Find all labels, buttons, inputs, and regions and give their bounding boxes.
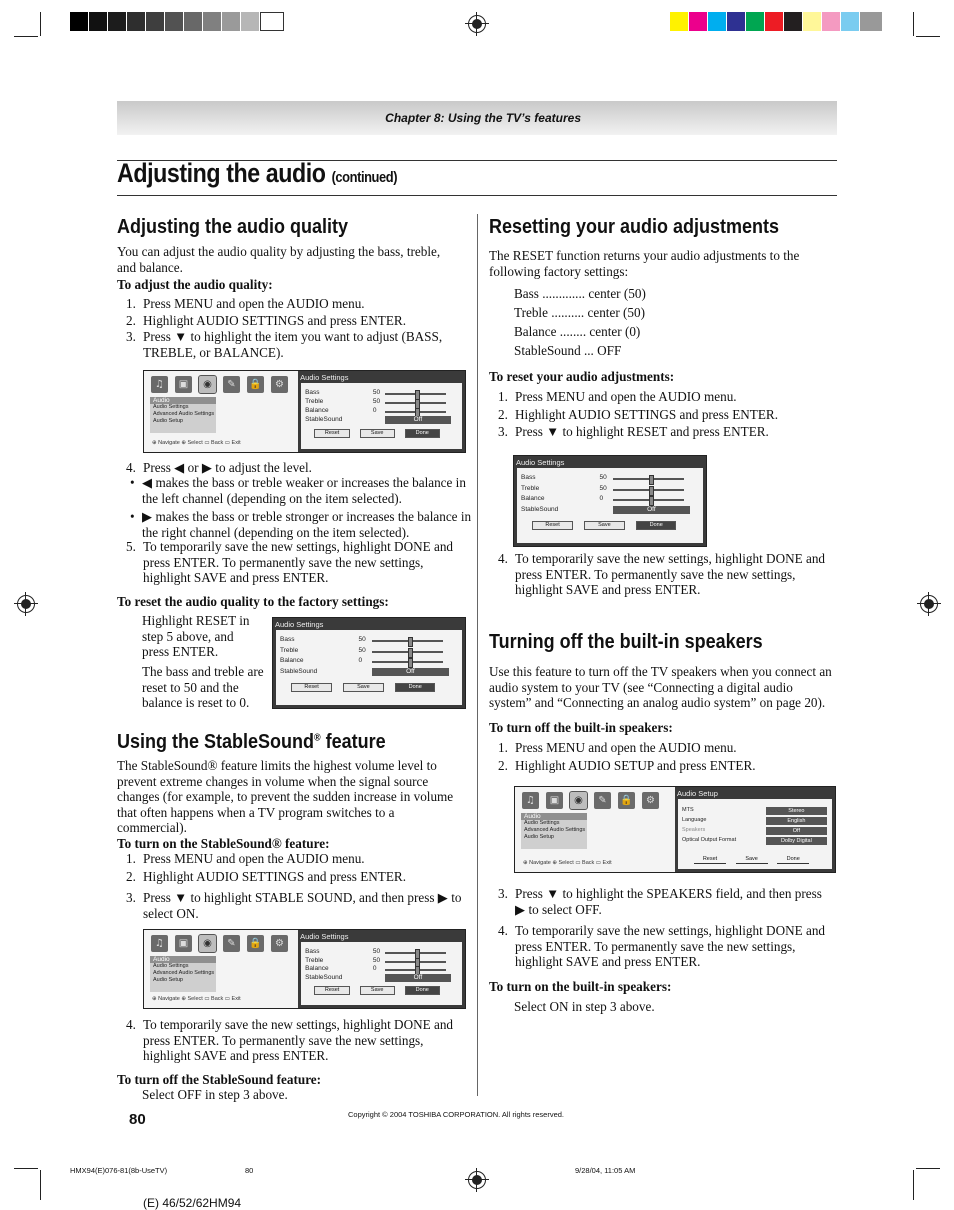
file-name: HMX94(E)076-81(8b-UseTV) — [70, 1166, 168, 1175]
paragraph: Highlight RESET in step 5 above, and press ENTER. — [142, 613, 250, 659]
step: 1. Press MENU and open the AUDIO menu. — [498, 389, 737, 404]
paragraph: Use this feature to turn off the TV speakers when you connect an audio system to your TV (see “Connecting a digital audio system” and “Connecting an analog audio system” on page 20). — [489, 664, 832, 710]
setting-label: Balance — [305, 407, 329, 415]
audio-menu-area — [144, 930, 298, 1008]
menu-tab-icon: ◉ — [199, 376, 216, 393]
setting-value: 50 — [358, 636, 366, 643]
menu-tab-icon: ♫ — [151, 376, 168, 393]
page-number: 80 — [129, 1111, 146, 1128]
slider-knob — [649, 475, 654, 485]
audio-submenu-item: Audio Settings — [524, 820, 560, 826]
setting-slider — [372, 651, 443, 653]
section-heading-speakers: Turning off the built-in speakers — [489, 631, 763, 653]
registration-mark-icon — [468, 15, 486, 33]
step: 5. To temporarily save the new settings, highlight DONE and press ENTER. To permanently save the new settings, highlight SAVE and press ENTER. — [126, 539, 454, 585]
menu-tab-icon: ♫ — [522, 792, 539, 809]
stablesound-label: StableSound — [521, 506, 559, 514]
setting-value: 0 — [599, 495, 604, 503]
slider-knob — [408, 658, 413, 668]
audio-settings-title: Audio Settings — [300, 932, 349, 941]
audio-settings-body — [276, 630, 462, 705]
column-divider — [477, 214, 478, 1096]
setting-slider — [385, 411, 447, 413]
section-heading-audio-quality: Adjusting the audio quality — [117, 216, 349, 238]
menu-tab-icon: ▣ — [546, 792, 563, 809]
subheading: To reset the audio quality to the factory settings: — [117, 594, 389, 609]
audio-submenu-title: Audio — [521, 813, 587, 820]
subheading: To turn on the StableSound® feature: — [117, 836, 330, 851]
step: 3. Press ▼ to highlight STABLE SOUND, and then press ▶ to select ON. — [126, 890, 462, 921]
menu-tab-icon: 🔒 — [618, 792, 635, 809]
menu-tab-icon: ✎ — [223, 935, 240, 952]
audio-settings-body — [517, 468, 703, 543]
step: 4. To temporarily save the new settings, highlight DONE and press ENTER. To permanently save the new settings, highlight SAVE and press ENTER. — [126, 1017, 454, 1063]
step-list — [117, 1017, 462, 1065]
setting-label: Bass — [305, 948, 320, 955]
stablesound-label: StableSound — [305, 416, 343, 424]
paragraph: Select ON in step 3 above. — [514, 999, 655, 1014]
done-button: Done — [405, 429, 440, 438]
step: 2. Highlight AUDIO SETUP and press ENTER. — [498, 757, 756, 773]
done-button: Done — [395, 683, 435, 692]
menu-tab-icon: ◉ — [570, 792, 587, 809]
setting-slider — [385, 969, 447, 971]
factory-setting: Bass ............. center (50) — [514, 286, 646, 301]
audio-settings-title: Audio Settings — [275, 620, 324, 629]
chapter-band — [117, 101, 837, 135]
step: 4. Press ◀ or ▶ to adjust the level. — [126, 460, 312, 475]
save-button: Save — [736, 856, 768, 864]
setting-value: 50 — [372, 948, 381, 955]
setting-value: 0 — [358, 657, 363, 665]
slider-knob — [408, 637, 413, 647]
setting-value: 50 — [372, 389, 381, 396]
setting-value: 0 — [372, 965, 377, 973]
audio-settings-title: Audio Settings — [300, 373, 349, 382]
registration-mark-icon — [920, 595, 938, 613]
setting-value: 50 — [372, 956, 381, 964]
setting-slider — [372, 640, 443, 642]
audio-setup-panel — [675, 787, 835, 872]
audio-submenu-item: Advanced Audio Settings — [153, 411, 215, 417]
osd-audio-setup-screenshot — [514, 786, 836, 873]
setting-slider — [372, 661, 443, 663]
audio-setup-title: Audio Setup — [677, 789, 718, 798]
save-button: Save — [584, 521, 624, 530]
setting-slider — [385, 961, 447, 963]
audio-submenu — [150, 397, 216, 433]
audio-submenu-item: Audio Setup — [524, 834, 554, 840]
paragraph: The RESET function returns your audio adjustments to the following factory settings: — [489, 248, 800, 279]
setting-label: Treble — [305, 956, 324, 964]
osd-screenshot — [143, 370, 466, 453]
step: 2. Highlight AUDIO SETTINGS and press ENTER. — [126, 868, 406, 884]
audio-submenu-item: Advanced Audio Settings — [153, 970, 215, 976]
audio-submenu-item: Audio Settings — [153, 404, 189, 410]
audio-settings-panel — [273, 618, 465, 708]
stablesound-value: Off — [372, 668, 449, 676]
audio-submenu — [150, 956, 216, 992]
audio-settings-title: Audio Settings — [516, 458, 565, 467]
bullet: • ▶ makes the bass or treble stronger or increases the balance in the right channel (depending on the item selected). — [130, 509, 472, 540]
page-ref: 80 — [245, 1166, 254, 1175]
reset-button: Reset — [314, 986, 349, 995]
setting-slider — [385, 393, 447, 395]
factory-settings-list — [514, 284, 646, 360]
done-button: Done — [405, 986, 440, 995]
setup-value: Stereo — [766, 807, 827, 815]
registration-mark-icon — [17, 595, 35, 613]
save-button: Save — [343, 683, 383, 692]
menu-tab-icon: ⚙ — [642, 792, 659, 809]
paragraph: Select OFF in step 3 above. — [142, 1087, 288, 1102]
setting-slider — [385, 952, 447, 954]
setup-label: Language — [682, 817, 707, 823]
setting-value: 50 — [372, 398, 381, 406]
reset-button: Reset — [532, 521, 572, 530]
step: 2. Highlight AUDIO SETTINGS and press ENTER. — [498, 406, 778, 422]
page-title: Adjusting the audio (continued) — [117, 158, 398, 188]
slider-knob — [649, 486, 654, 496]
menu-tab-icon: ♫ — [151, 935, 168, 952]
step: 2. Highlight AUDIO SETTINGS and press ENTER. — [126, 312, 406, 328]
copyright: Copyright © 2004 TOSHIBA CORPORATION. All rights reserved. — [348, 1110, 565, 1119]
rule — [117, 195, 837, 196]
subheading: To turn off the StableSound feature: — [117, 1072, 322, 1087]
audio-settings-panel — [514, 456, 706, 546]
step-list — [117, 296, 457, 361]
audio-submenu-title: Audio — [150, 956, 216, 963]
print-date: 9/28/04, 11:05 AM — [575, 1166, 636, 1175]
audio-settings-panel — [298, 371, 465, 452]
section-heading-stablesound: Using the StableSound® feature — [117, 731, 386, 753]
setup-value: English — [766, 817, 827, 825]
menu-tab-icon: 🔒 — [247, 935, 264, 952]
nav-legend: ⊕ Navigate ⊕ Select ▭ Back ▭ Exit — [152, 996, 241, 1002]
menu-tab-icon: ▣ — [175, 935, 192, 952]
menu-tab-icon: ⚙ — [271, 935, 288, 952]
audio-submenu-item: Audio Setup — [153, 977, 183, 983]
osd-audio-settings — [513, 455, 707, 547]
stablesound-value: Off — [613, 506, 690, 514]
menu-tab-icon: 🔒 — [247, 376, 264, 393]
paragraph: You can adjust the audio quality by adjusting the bass, treble, and balance. — [117, 244, 441, 275]
step-list — [489, 740, 834, 774]
setting-value: 50 — [358, 646, 366, 654]
stablesound-label: StableSound — [280, 668, 318, 676]
step: 1. Press MENU and open the AUDIO menu. — [126, 851, 365, 866]
audio-settings-panel — [298, 930, 465, 1008]
audio-submenu — [521, 813, 587, 849]
subheading: To turn off the built-in speakers: — [489, 720, 673, 735]
step: 3. Press ▼ to highlight the item you want to adjust (BASS, TREBLE, or BALANCE). — [126, 329, 443, 360]
menu-tab-icon: ⚙ — [271, 376, 288, 393]
done-button: Done — [636, 521, 676, 530]
factory-setting: Balance ........ center (0) — [514, 324, 641, 339]
factory-setting: Treble .......... center (50) — [514, 305, 645, 320]
setup-value: Off — [766, 827, 827, 835]
step-list — [117, 851, 462, 922]
menu-tab-icon: ▣ — [175, 376, 192, 393]
step: 4. To temporarily save the new settings, highlight DONE and press ENTER. To permanently save the new settings, highlight SAVE and press ENTER. — [498, 923, 826, 969]
done-button: Done — [777, 856, 809, 864]
paragraph: The bass and treble are reset to 50 and the balance is reset to 0. — [142, 664, 264, 710]
audio-submenu-title: Audio — [150, 397, 216, 404]
setting-slider — [613, 499, 684, 501]
reset-button: Reset — [694, 856, 726, 864]
step: 3. Press ▼ to highlight RESET and press ENTER. — [498, 424, 769, 439]
stablesound-value: Off — [385, 974, 452, 982]
setup-label: MTS — [682, 807, 694, 813]
setup-label: Optical Output Format — [682, 837, 737, 843]
save-button: Save — [360, 429, 395, 438]
nav-legend: ⊕ Navigate ⊕ Select ▭ Back ▭ Exit — [523, 860, 612, 866]
reset-button: Reset — [314, 429, 349, 438]
osd-audio-settings — [272, 617, 466, 709]
step: 4. To temporarily save the new settings, highlight DONE and press ENTER. To permanently save the new settings, highlight SAVE and press ENTER. — [498, 551, 826, 597]
audio-submenu-item: Advanced Audio Settings — [524, 827, 586, 833]
audio-submenu-item: Audio Settings — [153, 963, 189, 969]
bullet: • ◀ makes the bass or treble weaker or increases the balance in the left channel (depending on the item selected). — [130, 475, 466, 506]
setting-label: Balance — [280, 657, 304, 665]
osd-screenshot — [143, 929, 466, 1009]
setting-slider — [613, 489, 684, 491]
audio-menu-area — [515, 787, 675, 872]
step-list — [489, 389, 834, 441]
subheading: To turn on the built-in speakers: — [489, 979, 672, 994]
registration-mark-icon — [468, 1171, 486, 1189]
chapter-title: Chapter 8: Using the TV’s features — [385, 111, 581, 125]
section-heading-reset: Resetting your audio adjustments — [489, 216, 780, 238]
subheading: To reset your audio adjustments: — [489, 369, 675, 384]
model-number: (E) 46/52/62HM94 — [143, 1196, 242, 1210]
slider-knob — [408, 648, 413, 658]
step-list — [117, 539, 462, 587]
setting-label: Bass — [305, 389, 320, 396]
setting-label: Bass — [521, 474, 536, 481]
step: 3. Press ▼ to highlight the SPEAKERS field, and then press ▶ to select OFF. — [498, 886, 822, 917]
audio-setup-body — [678, 799, 832, 869]
audio-menu-area — [144, 371, 298, 452]
step-list — [489, 886, 834, 971]
menu-tab-icon: ✎ — [594, 792, 611, 809]
menu-tab-icon: ✎ — [223, 376, 240, 393]
subheading: To adjust the audio quality: — [117, 277, 273, 292]
setting-label: Balance — [521, 495, 545, 503]
factory-setting: StableSound ... OFF — [514, 343, 622, 358]
menu-tab-icon: ◉ — [199, 935, 216, 952]
setting-label: Balance — [305, 965, 329, 973]
setting-label: Treble — [305, 398, 324, 406]
setting-label: Treble — [280, 646, 299, 654]
audio-settings-body — [301, 942, 462, 1005]
stablesound-label: StableSound — [305, 973, 343, 981]
step: 1. Press MENU and open the AUDIO menu. — [498, 740, 737, 755]
setting-slider — [613, 478, 684, 480]
reset-button: Reset — [291, 683, 331, 692]
paragraph: The StableSound® feature limits the highest volume level to prevent extreme changes in volume when the signal source changes (for example, to prevent the sudden increase in volume that often happens when a TV program switches to a commercial). — [117, 758, 454, 835]
setup-label: Speakers — [682, 827, 706, 833]
save-button: Save — [360, 986, 395, 995]
step: 1. Press MENU and open the AUDIO menu. — [126, 296, 365, 311]
stablesound-value: Off — [385, 416, 452, 424]
slider-knob — [649, 496, 654, 506]
setting-slider — [385, 402, 447, 404]
audio-settings-body — [301, 383, 462, 449]
setting-value: 0 — [372, 407, 377, 415]
audio-submenu-item: Audio Setup — [153, 418, 183, 424]
setting-label: Treble — [521, 484, 540, 492]
nav-legend: ⊕ Navigate ⊕ Select ▭ Back ▭ Exit — [152, 440, 241, 446]
setting-label: Bass — [280, 636, 295, 643]
step-list — [489, 551, 834, 599]
setting-value: 50 — [599, 484, 607, 492]
setting-value: 50 — [599, 474, 607, 481]
setup-value: Dolby Digital — [766, 837, 827, 845]
